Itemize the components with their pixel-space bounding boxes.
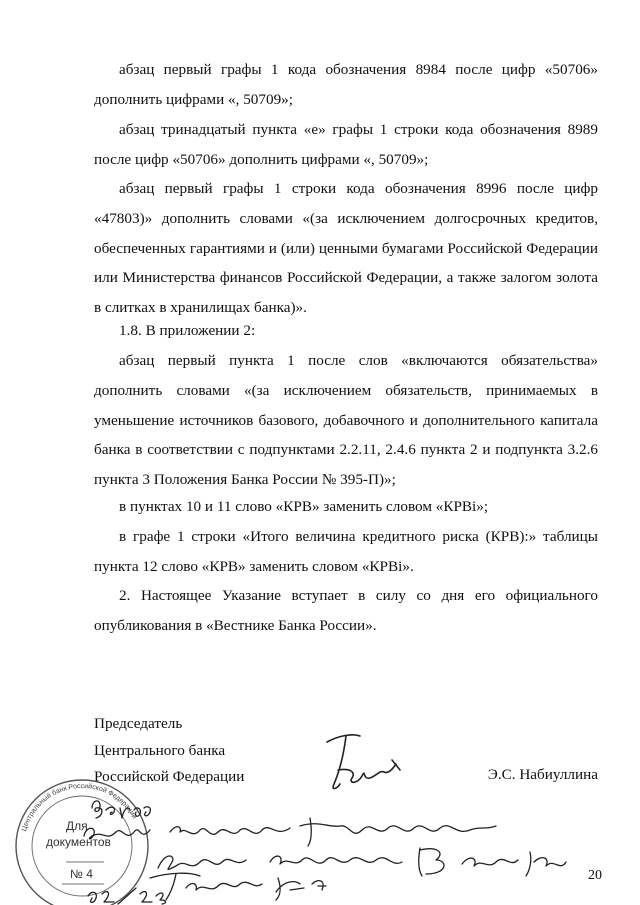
- stamp-line-1: Для: [66, 819, 88, 833]
- stamp-arc-text: Центральный банк Российской Федерации: [20, 782, 138, 833]
- signatory-title-line-3: Российской Федерации: [94, 768, 245, 785]
- signatory-name: Э.С. Набиуллина: [487, 766, 598, 783]
- paragraph-section-1-8: 1.8. В приложении 2:: [119, 322, 256, 339]
- stamp-line-3: № 4: [70, 867, 93, 881]
- paragraph-1: абзац первый графы 1 кода обозначения 8984 после цифр «50706» дополнить цифрами «, 50709»;: [94, 61, 598, 108]
- signatory-title-line-2: Центрального банка: [94, 742, 226, 759]
- stamp-line-2: документов: [46, 835, 111, 849]
- handwritten-certification: [84, 801, 566, 904]
- page-number: 20: [588, 868, 602, 883]
- signatory-title-line-1: Председатель: [94, 715, 183, 732]
- round-stamp: [16, 780, 148, 905]
- paragraph-3: абзац первый графы 1 строки кода обозначения 8996 после цифр «47803)» дополнить словами «(за исключением долгосрочных кредитов, обеспеченных гарантиями и (или) ценными бумагами Российской Федерации или Министерства финансов Российской Федерации, а также залогом золота в слитках в хранилищах банка)».: [94, 180, 598, 317]
- paragraph-2: абзац тринадцатый пункта «е» графы 1 строки кода обозначения 8989 после цифр «50706» дополнить цифрами «, 50709»;: [94, 121, 598, 168]
- paragraph-section-2: 2. Настоящее Указание вступает в силу со дня его официального опубликования в «Вестнике Банка России».: [94, 587, 598, 634]
- signature-icon: [327, 735, 400, 789]
- paragraph-4: абзац первый пункта 1 после слов «включаются обязательства» дополнить словами «(за исключением обязательств, принимаемых в уменьшение источников базового, добавочного и дополнительного капитала банка в соответствии с подпунктами 2.2.11, 2.4.6 пункта 2 и подпункта 3.2.6 пункта 3 Положения Банка России № 395-П)»;: [94, 352, 598, 489]
- paragraph-5: в пунктах 10 и 11 слово «КРВ» заменить словом «КРВі»;: [119, 498, 489, 515]
- paragraph-6: в графе 1 строки «Итого величина кредитного риска (КРВ):» таблицы пункта 12 слово «КРВ» заменить словом «КРВі».: [94, 528, 598, 575]
